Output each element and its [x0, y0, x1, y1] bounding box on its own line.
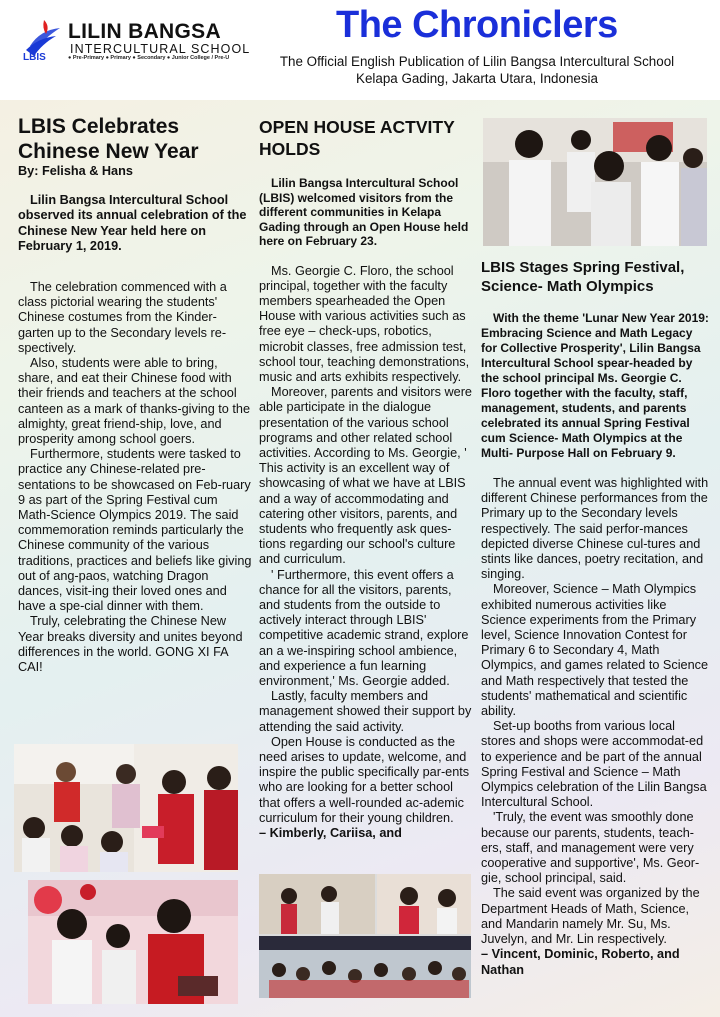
- photo-students-angpao: [14, 744, 238, 872]
- article-open-house: [259, 116, 475, 841]
- photo-teacher-girls: [28, 880, 238, 1004]
- photo-open-house-collage: [259, 874, 471, 998]
- article1-paragraph: The celebration commenced with a class pictorial wearing the students' Chinese costumes from the Kinder-garten up to the Secondary levels re-spectively.: [18, 280, 227, 355]
- article-spring-festival: [481, 258, 709, 978]
- article2-paragraph: Moreover, parents and visitors were able participate in the dialogue presentation of the various school programs and other related school activities. According to Ms. Georgie, ' This activity is an excellent way of showcasing of what we have at LBIS and a way of accommodating and catering other visitors, parents, and students who frequently ask ques-tions regarding our school's culture and curriculum.: [259, 385, 472, 567]
- publication-subtitle: [240, 53, 714, 87]
- article2-paragraph: Open House is conducted as the need arises to update, welcome, and inspire the public specifically par-ents who are looking for a better school that offers a well-rounded ac-ademic curriculum for their young children.: [259, 734, 470, 825]
- article1-paragraph: Furthermore, students were tasked to practice any Chinese-related pre-sentations to be showcased on Feb-ruary 9 as part of the Spring Festival cum Math-Science Olympics 2019. The said commemoration reminds particularly the Chinese community of the various traditions, practices and beliefs like giving out of ang-paos, watching Dragon dances, visit-ing their loved ones and have a spe-cial dinner with them.: [18, 447, 252, 614]
- school-subname: INTERCULTURAL SCHOOL: [70, 42, 251, 56]
- school-logo: [22, 16, 252, 68]
- article3-paragraph: 'Truly, the event was smoothly done because our parents, students, teach-ers, staff, and management were very cooperative and supportive', Ms. Geor-gie, school principal, said.: [481, 810, 700, 886]
- article2-paragraph: Lastly, faculty members and management showed their support by attending the said activity.: [259, 689, 472, 734]
- article-chinese-new-year: [18, 114, 252, 675]
- article3-headline: LBIS Stages Spring Festival, Science- Math Olympics: [481, 259, 685, 295]
- article1-headline: LBIS Celebrates Chinese New Year: [18, 115, 199, 163]
- article3-paragraph: Set-up booths from various local stores and shops were accommodat-ed to experience and be part of the annual Spring Festival and Science – Math Olympics celebration of the Lilin Bangsa Intercultural School.: [481, 719, 707, 810]
- article2-paragraph: ' Furthermore, this event offers a chance for all the visitors, parents, and students from the outside to actively interact through LBIS' competitive academic strand, explore an a we-inspiring school ambience, and experience a fun learning environment,' Ms. Georgie added.: [259, 567, 469, 688]
- school-name: LILIN BANGSA: [68, 20, 221, 43]
- article1-paragraph: Also, students were able to bring, share, and eat their Chinese food with their friends and teachers at the school canteen as a mark of thanks-giving to the almighty, great friend-ship, love, and prosperity among school goers.: [18, 356, 251, 447]
- article2-headline: OPEN HOUSE ACTVITY HOLDS: [259, 117, 455, 159]
- article2-lead: Lilin Bangsa Intercultural School (LBIS) welcomed visitors from the different communities in Kelapa Gading through an Open House held here on February 23.: [259, 176, 469, 248]
- article2-paragraph: Ms. Georgie C. Floro, the school principal, together with the faculty members spearheaded the Open House with various activities such as free eye – check-ups, robotics, microbit classes, free admission test, school tour, teaching demonstrations, music and arts exhibits respectively.: [259, 263, 470, 384]
- article3-paragraph: The said event was organized by the Department Heads of Math, Science, and Mandarin namely Mr. Su, Ms. Juvelyn, and Mr. Lin respectively.: [481, 886, 700, 947]
- article2-authors: – Kimberly, Cariisa, and: [259, 826, 402, 841]
- article1-paragraph: Truly, celebrating the Chinese New Year breaks diversity and unites beyond differences in the world. GONG XI FA CAI!: [18, 614, 243, 675]
- article3-paragraph: Moreover, Science – Math Olympics exhibited numerous activities like Science experiments from the Primary level, Science Innovation Contest for Primary 6 to Secondary 4, Math Olympics, and games related to Science and Math respectively that tested the students' mathematical and scientific ability.: [481, 582, 709, 719]
- article1-lead: Lilin Bangsa Intercultural School observed its annual celebration of the Chinese New Year held here on February 1, 2019.: [18, 193, 247, 253]
- publication-title: The Chroniclers: [336, 4, 618, 46]
- article1-byline: By: Felisha & Hans: [18, 164, 133, 178]
- article3-lead: With the theme 'Lunar New Year 2019: Embracing Science and Math Legacy for Collective Prosperity', Lilin Bangsa Intercultural School spear-headed by the school principal Ms. Georgie C. Floro together with the faculty, staff, management, students, and parents celebrated its annual Spring Festival cum Science- Math Olympics at the Multi- Purpose Hall on February 9.: [481, 311, 709, 460]
- subtitle-line-1: The Official English Publication of Lilin Bangsa Intercultural School: [279, 54, 675, 69]
- masthead: [0, 0, 720, 100]
- torch-logo-icon: [22, 16, 68, 62]
- logo-abbr: LBIS: [23, 52, 46, 62]
- subtitle-line-2: Kelapa Gading, Jakarta Utara, Indonesia: [356, 71, 598, 86]
- photo-students-exchange: [483, 118, 707, 246]
- article3-authors: – Vincent, Dominic, Roberto, and Nathan: [481, 947, 680, 977]
- school-levels: ● Pre-Primary ● Primary ● Secondary ● Junior College / Pre-U: [68, 55, 230, 61]
- article3-paragraph: The annual event was highlighted with different Chinese performances from the Primary up to the Secondary levels respectively. The said perfor-mances depicted diverse Chinese cul-tures and stints like dances, poetry recitation, and singing.: [481, 476, 709, 582]
